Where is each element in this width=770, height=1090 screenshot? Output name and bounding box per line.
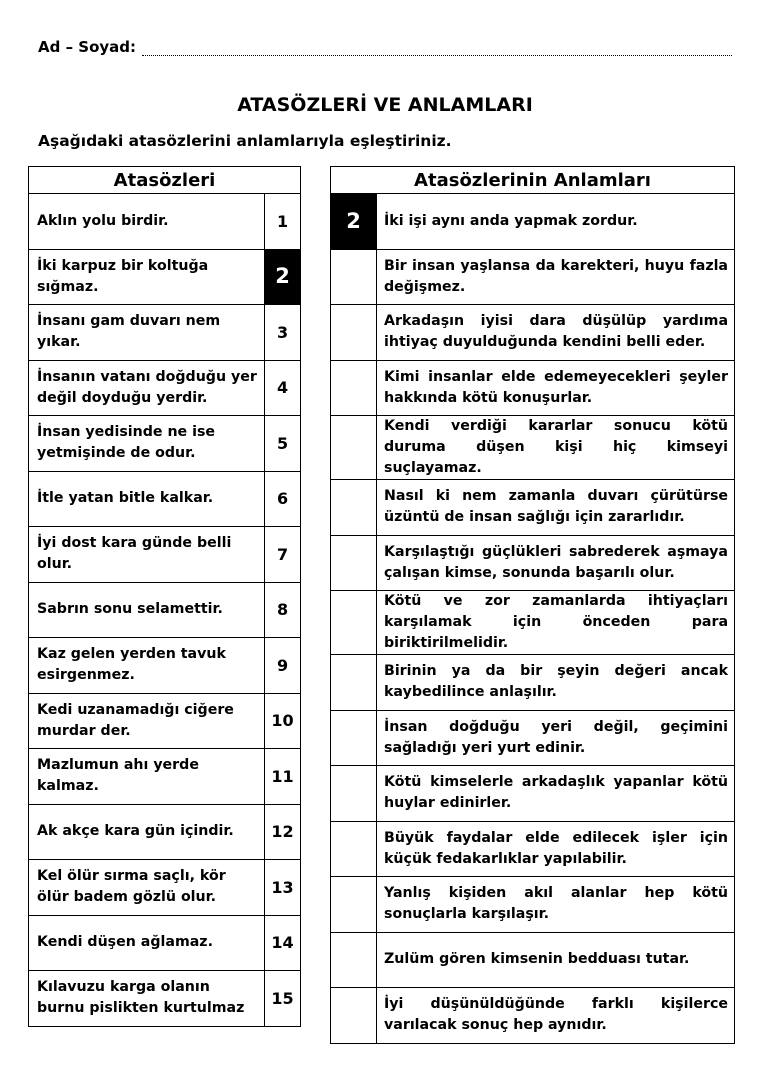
meaning-row xyxy=(331,535,735,591)
proverb-text: Kendi düşen ağlamaz. xyxy=(29,915,265,971)
meaning-text: Karşılaştığı güçlükleri sabrederek aşmaya çalışan kimse, sonunda başarılı olur. xyxy=(377,535,735,591)
proverb-row xyxy=(29,305,301,361)
meaning-row xyxy=(331,821,735,877)
proverb-text: Ak akçe kara gün içindir. xyxy=(29,804,265,860)
proverb-number: 1 xyxy=(265,194,301,250)
meaning-row xyxy=(331,877,735,933)
meaning-text: Nasıl ki nem zamanla duvarı çürütürse üzüntü de insan sağlığı için zararlıdır. xyxy=(377,480,735,536)
proverb-row xyxy=(29,249,301,305)
answer-box[interactable] xyxy=(331,249,377,305)
meaning-row xyxy=(331,416,735,480)
proverb-row xyxy=(29,749,301,805)
page-title: ATASÖZLERİ VE ANLAMLARI xyxy=(237,94,533,116)
proverb-number: 13 xyxy=(265,860,301,916)
proverb-text: İyi dost kara günde belli olur. xyxy=(29,527,265,583)
proverb-text: İnsan yedisinde ne ise yetmişinde de odur. xyxy=(29,416,265,472)
proverbs-heading: Atasözleri xyxy=(29,167,301,194)
proverb-row xyxy=(29,471,301,527)
proverb-text: Mazlumun ahı yerde kalmaz. xyxy=(29,749,265,805)
proverb-text: Aklın yolu birdir. xyxy=(29,194,265,250)
answer-box[interactable] xyxy=(331,360,377,416)
proverb-row xyxy=(29,804,301,860)
meaning-row xyxy=(331,591,735,655)
proverb-row xyxy=(29,860,301,916)
proverb-number: 3 xyxy=(265,305,301,361)
proverb-text: İnsanın vatanı doğduğu yer değil doyduğu yerdir. xyxy=(29,360,265,416)
proverb-number: 7 xyxy=(265,527,301,583)
answer-box[interactable] xyxy=(331,416,377,480)
meanings-heading: Atasözlerinin Anlamları xyxy=(331,167,735,194)
answer-box[interactable] xyxy=(331,535,377,591)
meaning-text: İnsan doğduğu yeri değil, geçimini sağladığı yeri yurt edinir. xyxy=(377,710,735,766)
meaning-text: İki işi aynı anda yapmak zordur. xyxy=(377,194,735,250)
answer-box[interactable] xyxy=(331,988,377,1044)
answer-box[interactable] xyxy=(331,655,377,711)
meaning-row xyxy=(331,766,735,822)
proverb-text: Sabrın sonu selamettir. xyxy=(29,582,265,638)
answer-box[interactable] xyxy=(331,305,377,361)
meaning-row xyxy=(331,360,735,416)
meaning-text: Bir insan yaşlansa da karekteri, huyu fazla değişmez. xyxy=(377,249,735,305)
meaning-text: İyi düşünüldüğünde farklı kişilerce varılacak sonuç hep aynıdır. xyxy=(377,988,735,1044)
answer-box[interactable] xyxy=(331,877,377,933)
proverb-text: İki karpuz bir koltuğa sığmaz. xyxy=(29,249,265,305)
proverb-number: 4 xyxy=(265,360,301,416)
proverb-row xyxy=(29,915,301,971)
meaning-row xyxy=(331,655,735,711)
proverb-number: 15 xyxy=(265,971,301,1027)
proverb-row xyxy=(29,638,301,694)
proverb-number: 10 xyxy=(265,693,301,749)
meaning-row xyxy=(331,305,735,361)
proverb-text: Kedi uzanamadığı ciğere murdar der. xyxy=(29,693,265,749)
meanings-table xyxy=(330,166,735,1044)
proverb-row xyxy=(29,416,301,472)
answer-box[interactable] xyxy=(331,932,377,988)
proverb-row xyxy=(29,527,301,583)
meaning-text: Kendi verdiği kararlar sonucu kötü duruma düşen kişi hiç kimseyi suçlayamaz. xyxy=(377,416,735,480)
proverb-text: Kaz gelen yerden tavuk esirgenmez. xyxy=(29,638,265,694)
proverb-text: Kel ölür sırma saçlı, kör ölür badem gözlü olur. xyxy=(29,860,265,916)
meaning-text: Arkadaşın iyisi dara düşülüp yardıma ihtiyaç duyulduğunda kendini belli eder. xyxy=(377,305,735,361)
proverb-row xyxy=(29,693,301,749)
proverb-text: Kılavuzu karga olanın burnu pislikten kurtulmaz xyxy=(29,971,265,1027)
meaning-text: Kötü ve zor zamanlarda ihtiyaçları karşılamak için önceden para biriktirilmelidir. xyxy=(377,591,735,655)
meaning-text: Büyük faydalar elde edilecek işler için küçük fedakarlıklar yapılabilir. xyxy=(377,821,735,877)
proverb-number: 9 xyxy=(265,638,301,694)
answer-box[interactable] xyxy=(331,821,377,877)
proverb-row xyxy=(29,360,301,416)
answer-box[interactable] xyxy=(331,766,377,822)
proverb-row xyxy=(29,971,301,1027)
meaning-row xyxy=(331,988,735,1044)
meaning-row xyxy=(331,194,735,250)
proverb-number: 6 xyxy=(265,471,301,527)
proverb-row xyxy=(29,582,301,638)
proverb-text: İnsanı gam duvarı nem yıkar. xyxy=(29,305,265,361)
proverb-row xyxy=(29,194,301,250)
answer-box[interactable] xyxy=(331,591,377,655)
meaning-text: Kimi insanlar elde edemeyecekleri şeyler hakkında kötü konuşurlar. xyxy=(377,360,735,416)
meaning-text: Birinin ya da bir şeyin değeri ancak kaybedilince anlaşılır. xyxy=(377,655,735,711)
meaning-text: Kötü kimselerle arkadaşlık yapanlar kötü huylar edinirler. xyxy=(377,766,735,822)
meaning-row xyxy=(331,932,735,988)
proverb-number: 12 xyxy=(265,804,301,860)
name-label: Ad – Soyad: xyxy=(38,38,137,56)
answer-box[interactable] xyxy=(331,710,377,766)
proverbs-table xyxy=(28,166,301,1027)
proverb-number: 2 xyxy=(265,249,301,305)
meaning-text: Yanlış kişiden akıl alanlar hep kötü sonuçlarla karşılaşır. xyxy=(377,877,735,933)
proverb-number: 5 xyxy=(265,416,301,472)
name-line xyxy=(38,38,732,56)
meaning-row xyxy=(331,249,735,305)
proverb-text: İtle yatan bitle kalkar. xyxy=(29,471,265,527)
meaning-row xyxy=(331,710,735,766)
name-dotted-line[interactable] xyxy=(142,44,732,56)
proverb-number: 8 xyxy=(265,582,301,638)
proverb-number: 14 xyxy=(265,915,301,971)
answer-box[interactable] xyxy=(331,480,377,536)
instruction-text: Aşağıdaki atasözlerini anlamlarıyla eşleştiriniz. xyxy=(38,132,452,150)
answer-box[interactable]: 2 xyxy=(331,194,377,250)
meaning-text: Zulüm gören kimsenin bedduası tutar. xyxy=(377,932,735,988)
meaning-row xyxy=(331,480,735,536)
proverb-number: 11 xyxy=(265,749,301,805)
